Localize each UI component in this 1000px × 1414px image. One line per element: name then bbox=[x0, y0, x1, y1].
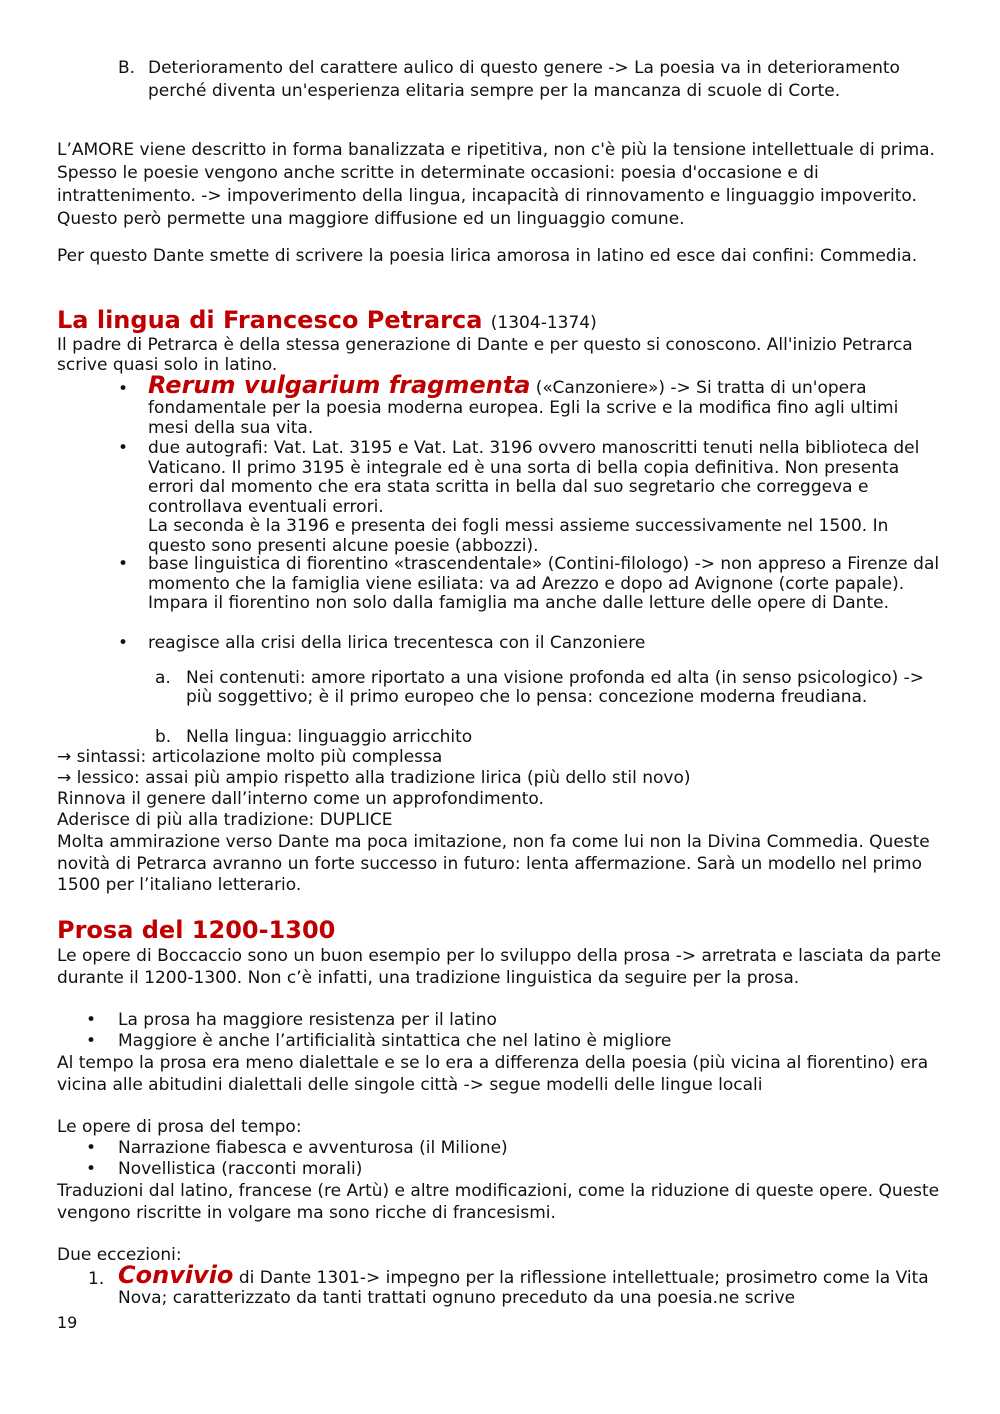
heading-dates: (1304-1374) bbox=[490, 313, 597, 333]
work-title-rvf: Rerum vulgarium fragmenta bbox=[148, 371, 531, 399]
bullet-marker: • bbox=[86, 1159, 97, 1179]
prosa-paragraph: Al tempo la prosa era meno dialettale e se lo era a differenza della poesia (più vicina al fiorentino) era vicina alle abitudini dialettali delle singole città -> segue modelli delle lingue locali bbox=[57, 1053, 929, 1095]
paragraph-amore: L’AMORE viene descritto in forma banalizzata e ripetitiva, non c'è più la tensione intellettuale di prima. Spesso le poesie vengono anche scritte in determinate occasioni: poesia d'occasione e di intrattenimento. -> impoverimento della lingua, incapacità di rinnovamento e linguaggio impoverito. Questo però permette una maggiore diffusione ed un linguaggio comune. bbox=[57, 140, 935, 229]
bullet-text: («Canzoniere») -> Si tratta di un'opera fondamentale per la poesia moderna europea. Egli la scrive e la modifica fino agli ultimi mesi della sua vita. bbox=[148, 378, 899, 438]
petrarca-closing: Molta ammirazione verso Dante ma poca imitazione, non fa come lui non la Divina Commedia. Queste novità di Petrarca avranno un forte successo in futuro: lenta affermazione. Sarà un modello nel primo 1500 per l’italiano letterario. bbox=[57, 832, 930, 895]
bullet-text: Narrazione fiabesca e avventurosa (il Milione) bbox=[118, 1138, 508, 1158]
bullet-text: La prosa ha maggiore resistenza per il latino bbox=[118, 1010, 497, 1030]
bullet-marker: • bbox=[118, 554, 129, 574]
bullet-marker: • bbox=[86, 1010, 97, 1030]
text-line: Aderisce di più alla tradizione: DUPLICE bbox=[57, 810, 393, 830]
bullet-text: base linguistica di fiorentino «trascendentale» (Contini-filologo) -> non appreso a Firenze dal momento che la famiglia viene esiliata: va ad Arezzo e dopo ad Avignone (corte papale). Impara il fiorentino non solo dalla famiglia ma anche dalle letture delle opere di Dante. bbox=[148, 554, 940, 614]
text-line: Rinnova il genere dall’interno come un approfondimento. bbox=[57, 789, 544, 809]
section-heading-petrarca bbox=[57, 305, 597, 338]
page-number: 19 bbox=[57, 1313, 78, 1332]
list-marker: a. bbox=[155, 668, 171, 688]
petrarca-intro: Il padre di Petrarca è della stessa generazione di Dante e per questo si conoscono. All'inizio Petrarca scrive quasi solo in latino. bbox=[57, 335, 913, 375]
text-line: → lessico: assai più ampio rispetto alla tradizione lirica (più dello stil novo) bbox=[57, 768, 691, 788]
list-marker: 1. bbox=[88, 1269, 105, 1289]
bullet-text: Novellistica (racconti morali) bbox=[118, 1159, 363, 1179]
bullet-text: Maggiore è anche l’artificialità sintattica che nel latino è migliore bbox=[118, 1031, 672, 1051]
bullet-marker: • bbox=[118, 379, 129, 399]
bullet-marker: • bbox=[118, 633, 129, 653]
work-title-convivio: Convivio bbox=[118, 1261, 234, 1289]
sublist-text: Nei contenuti: amore riportato a una visione profonda ed alta (in senso psicologico) -> più soggettivo; è il primo europeo che lo pensa: concezione moderna freudiana. bbox=[186, 668, 924, 707]
bullet-text: due autografi: Vat. Lat. 3195 e Vat. Lat. 3196 ovvero manoscritti tenuti nella biblioteca del Vaticano. Il primo 3195 è integrale ed è una sorta di bella copia definitiva. Non presenta errori dal momento che era stata scritta in bella dal suo segretario che correggeva e controllava eventuali errori. bbox=[148, 438, 920, 517]
paragraph-dante: Per questo Dante smette di scrivere la poesia lirica amorosa in latino ed esce dai confini: Commedia. bbox=[57, 246, 918, 266]
bullet-marker: • bbox=[86, 1031, 97, 1051]
section-heading-prosa: Prosa del 1200-1300 bbox=[57, 916, 336, 944]
bullet-text-continuation: La seconda è la 3196 e presenta dei fogli messi assieme successivamente nel 1500. In questo sono presenti alcune poesie (abbozzi). bbox=[148, 516, 889, 556]
heading-title: La lingua di Francesco Petrarca bbox=[57, 306, 483, 334]
sublist-text: Nella lingua: linguaggio arricchito bbox=[186, 727, 473, 747]
bullet-marker: • bbox=[86, 1138, 97, 1158]
prosa-paragraph: Traduzioni dal latino, francese (re Artù) e altre modificazioni, come la riduzione di queste opere. Queste vengono riscritte in volgare ma sono ricche di francesismi. bbox=[57, 1181, 940, 1223]
list-marker: b. bbox=[155, 727, 172, 747]
prosa-paragraph: Due eccezioni: bbox=[57, 1245, 182, 1265]
numbered-text: di Dante 1301-> impegno per la riflessione intellettuale; prosimetro come la Vita Nova; caratterizzato da tanti trattati ognuno preceduto da una poesia.ne scrive bbox=[118, 1268, 929, 1308]
bullet-marker: • bbox=[118, 438, 129, 458]
list-item-text: Deterioramento del carattere aulico di questo genere -> La poesia va in deterioramento perché diventa un'esperienza elitaria sempre per la mancanza di scuole di Corte. bbox=[148, 58, 900, 101]
prosa-paragraph: Le opere di prosa del tempo: bbox=[57, 1117, 302, 1137]
list-marker: B. bbox=[118, 58, 136, 78]
text-line: → sintassi: articolazione molto più complessa bbox=[57, 747, 443, 767]
bullet-text: reagisce alla crisi della lirica trecentesca con il Canzoniere bbox=[148, 633, 646, 653]
prosa-intro: Le opere di Boccaccio sono un buon esempio per lo sviluppo della prosa -> arretrata e lasciata da parte durante il 1200-1300. Non c’è infatti, una tradizione linguistica da seguire per la prosa. bbox=[57, 946, 942, 988]
